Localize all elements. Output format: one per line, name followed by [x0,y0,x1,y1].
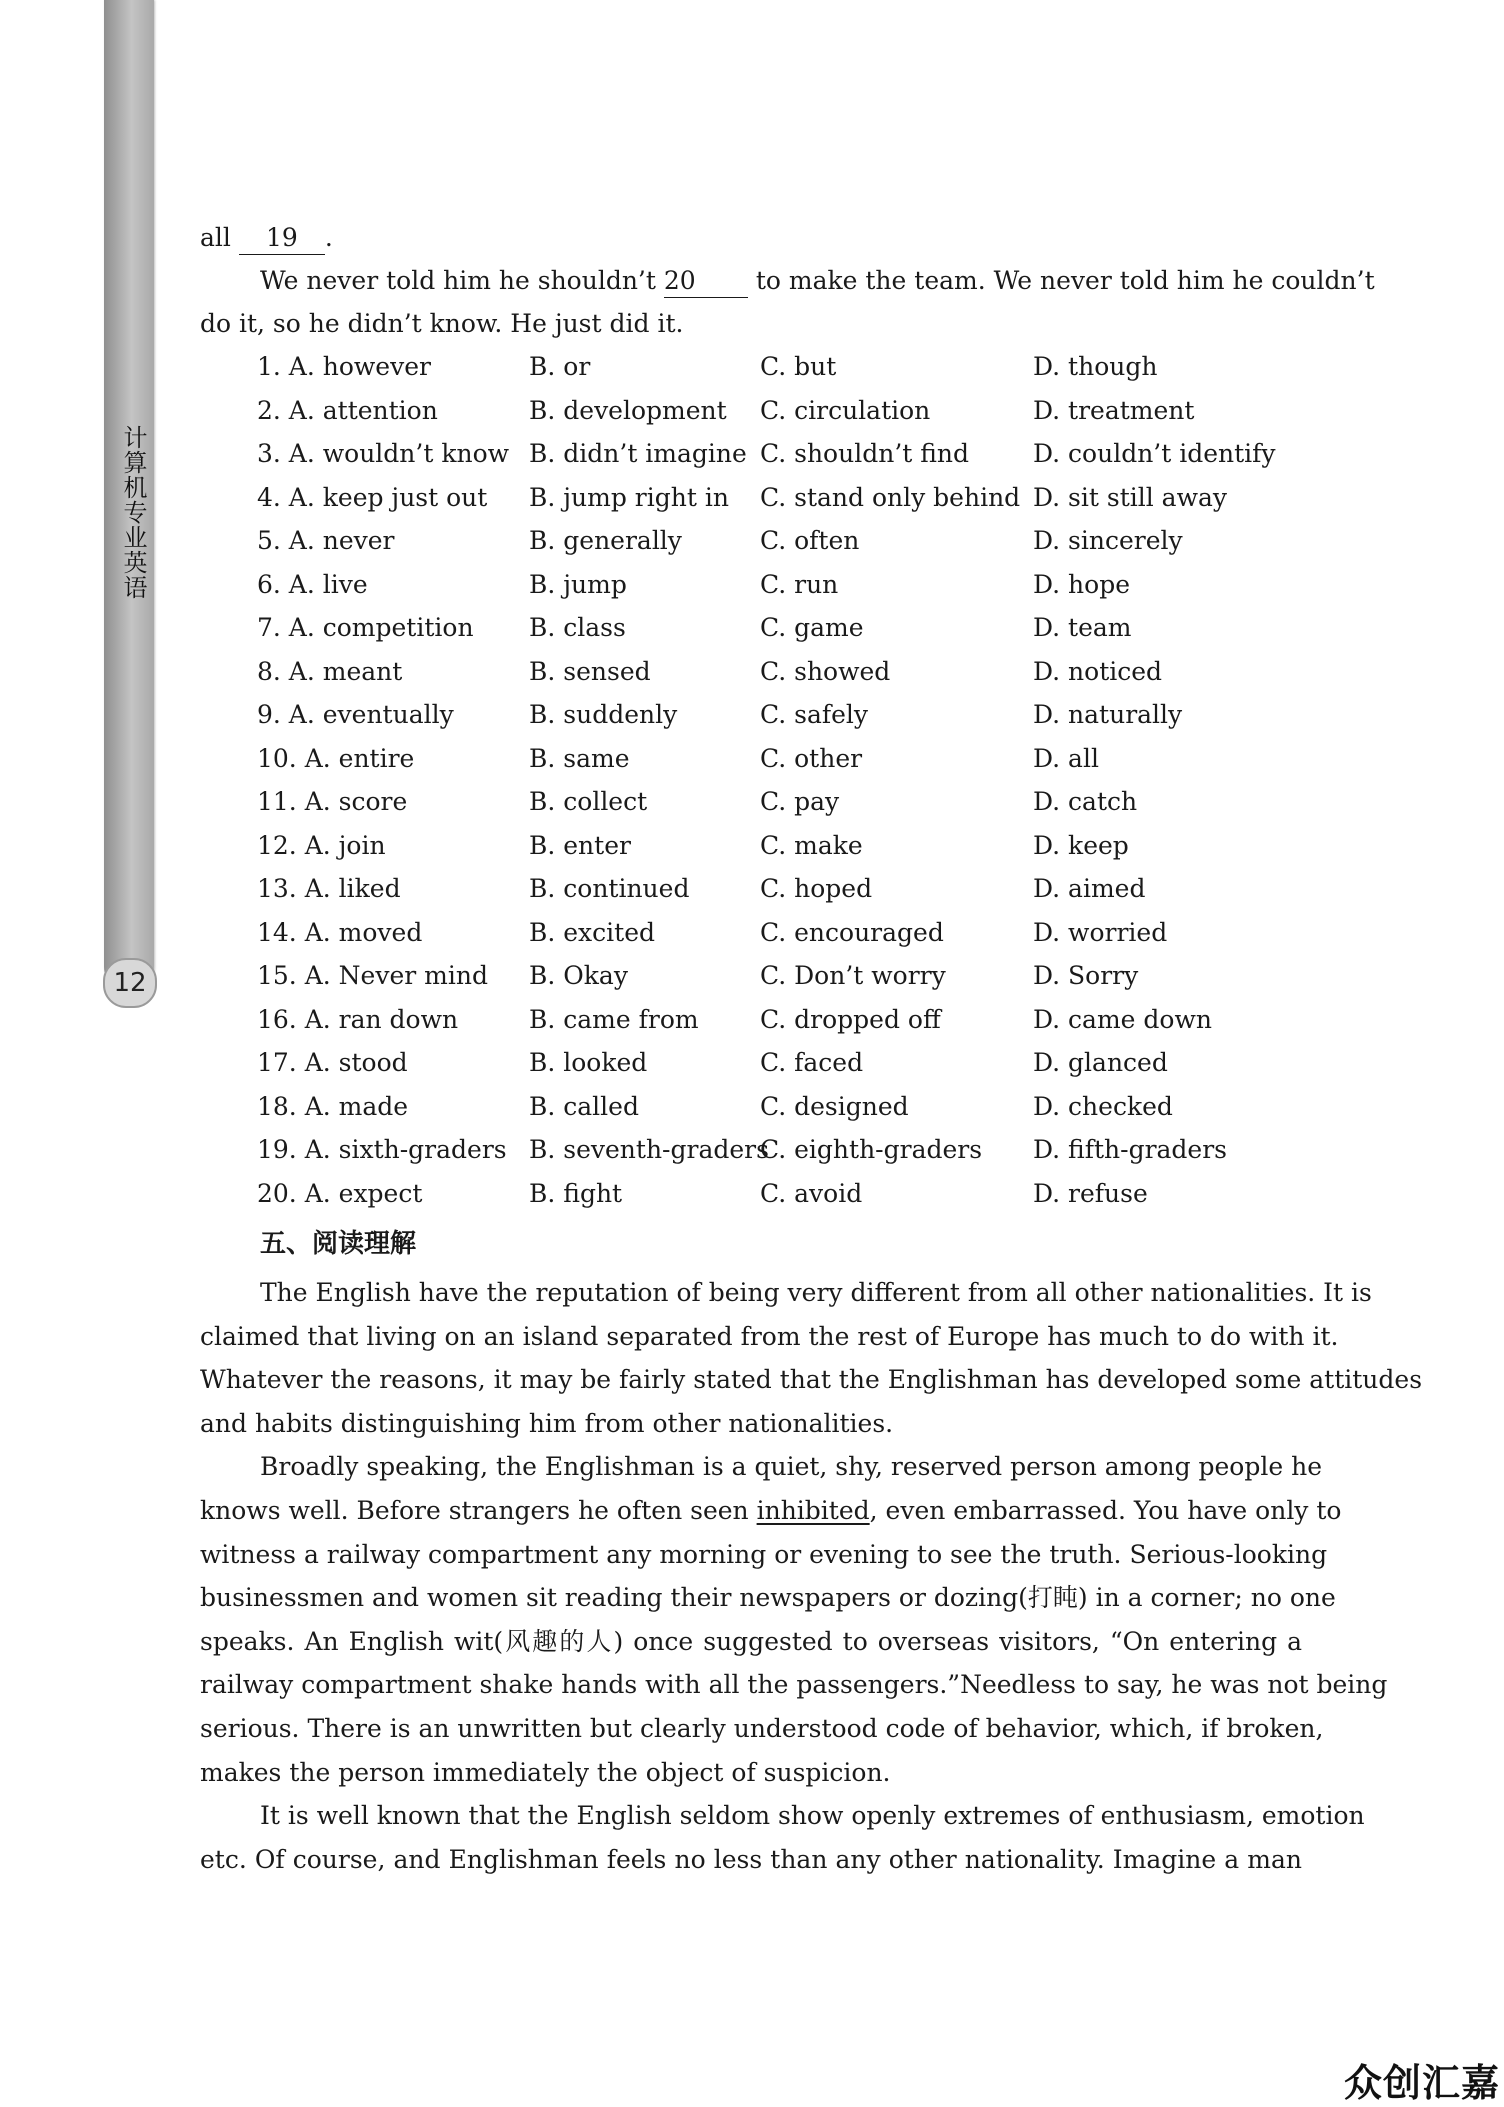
option-c: C. shouldn’t find [760,439,970,468]
option-c: C. make [760,830,863,860]
passage-line: serious. There is an unwritten but clearly understood code of behavior, which, if broken, [200,1714,1324,1743]
option-d: D. worried [1033,917,1168,947]
option-row [200,956,1302,996]
option-b: B. sensed [529,656,651,686]
option-c: C. dropped off [760,1004,941,1034]
option-row [200,478,1302,518]
option-b: B. jump right in [529,482,729,512]
option-c: C. circulation [760,395,931,425]
option-b: B. jump [529,569,627,599]
cloze-line-3: do it, so he didn’t know. He just did it. [200,309,684,338]
underlined-word: inhibited [756,1496,870,1525]
section-heading: 五、阅读理解 [260,1229,417,1259]
passage-line: It is well known that the English seldom show openly extremes of enthusiasm, emotion [260,1801,1365,1831]
option-d: D. noticed [1033,656,1163,686]
option-d: D. keep [1033,830,1129,860]
option-a: 20. A. expect [257,1178,423,1208]
option-a: 14. A. moved [257,917,423,947]
option-b: B. Okay [529,961,628,990]
option-d: D. couldn’t identify [1033,439,1276,468]
option-c: C. avoid [760,1178,863,1208]
option-d: D. sit still away [1033,482,1228,512]
option-row [200,391,1302,431]
option-b: B. called [529,1091,639,1121]
option-c: C. faced [760,1048,864,1077]
option-b: B. class [529,613,626,642]
option-a: 16. A. ran down [257,1004,459,1034]
passage-line: Whatever the reasons, it may be fairly stated that the Englishman has developed some attitudes [200,1365,1423,1395]
option-a: 12. A. join [257,830,386,860]
option-row [200,782,1302,822]
option-row [200,1043,1302,1083]
option-b: B. came from [529,1004,699,1034]
option-a: 5. A. never [257,526,395,555]
option-b: B. didn’t imagine [529,439,747,468]
option-a: 11. A. score [257,787,408,816]
option-row [200,739,1302,779]
passage-line: etc. Of course, and Englishman feels no less than any other nationality. Imagine a man [200,1844,1302,1874]
option-d: D. catch [1033,787,1138,816]
option-c: C. designed [760,1091,909,1121]
option-row [200,434,1302,474]
option-row [200,1174,1302,1214]
option-row [200,652,1302,692]
option-a: 9. A. eventually [257,700,454,729]
option-row [200,1130,1302,1170]
option-b: B. seventh-graders [529,1135,769,1164]
option-b: B. same [529,743,630,773]
option-c: C. other [760,743,863,773]
option-d: D. glanced [1033,1048,1168,1077]
option-a: 2. A. attention [257,395,438,425]
option-b: B. collect [529,787,648,816]
option-c: C. stand only behind [760,482,1021,512]
option-row [200,608,1302,648]
option-b: B. development [529,395,727,425]
option-d: D. treatment [1033,395,1195,425]
passage-line: railway compartment shake hands with all the passengers.”Needless to say, he was not being [200,1670,1388,1700]
option-b: B. fight [529,1178,623,1208]
option-a: 3. A. wouldn’t know [257,439,510,468]
option-d: D. team [1033,613,1132,642]
blank-20: 20 [664,265,748,298]
option-a: 10. A. entire [257,743,415,773]
option-b: B. looked [529,1048,648,1077]
option-d: D. hope [1033,569,1130,599]
passage-line: witness a railway compartment any morning or evening to see the truth. Serious-looking [200,1539,1328,1569]
page-number: 12 [103,958,157,1008]
option-b: B. enter [529,830,631,860]
option-c: C. safely [760,700,869,729]
option-b: B. excited [529,917,656,947]
option-row [200,1000,1302,1040]
option-d: D. though [1033,352,1158,381]
page-content [200,0,1423,2094]
option-d: D. aimed [1033,874,1146,903]
cloze-line-1: all 19 . [200,218,1302,258]
blank-19: 19 [239,222,325,255]
watermark-logo: 众创汇嘉 [1344,2061,1501,2105]
option-row [200,347,1302,387]
option-d: D. naturally [1033,700,1183,729]
option-b: B. or [529,352,591,381]
option-d: D. all [1033,743,1099,773]
option-row [200,869,1302,909]
option-c: C. Don’t worry [760,961,946,990]
option-c: C. game [760,613,864,642]
option-c: C. pay [760,787,840,816]
option-a: 18. A. made [257,1091,409,1121]
option-b: B. generally [529,526,682,555]
option-a: 7. A. competition [257,613,474,642]
option-d: D. came down [1033,1004,1212,1034]
option-a: 1. A. however [257,352,431,381]
option-d: D. fifth-graders [1033,1135,1228,1164]
passage-line: claimed that living on an island separated from the rest of Europe has much to do with it. [200,1321,1339,1351]
option-c: C. eighth-graders [760,1135,983,1164]
option-d: D. Sorry [1033,961,1139,990]
option-c: C. showed [760,656,891,686]
option-row [200,1087,1302,1127]
passage-line: speaks. An English wit(风趣的人) once suggested to overseas visitors, “On entering a [200,1626,1302,1656]
option-a: 13. A. liked [257,874,401,903]
option-row [200,695,1302,735]
passage-line: businessmen and women sit reading their newspapers or dozing(打盹) in a corner; no one [200,1583,1336,1613]
option-b: B. continued [529,874,690,903]
book-title: 计算机专业英语 [119,425,147,600]
option-d: D. refuse [1033,1178,1148,1208]
option-c: C. encouraged [760,917,944,947]
option-b: B. suddenly [529,700,678,729]
passage-line: The English have the reputation of being very different from all other nationalities. It is [260,1278,1372,1307]
passage-line: makes the person immediately the object of suspicion. [200,1757,891,1787]
option-c: C. often [760,526,860,555]
option-row [200,913,1302,953]
option-d: D. sincerely [1033,526,1183,555]
option-a: 15. A. Never mind [257,961,488,990]
passage-line: and habits distinguishing him from other nationalities. [200,1408,894,1438]
option-a: 19. A. sixth-graders [257,1135,507,1164]
option-row [200,521,1302,561]
option-a: 17. A. stood [257,1048,408,1077]
cloze-line-2: We never told him he shouldn’t 20 to make the team. We never told him he couldn’t [200,261,1302,301]
option-c: C. but [760,352,837,381]
option-a: 4. A. keep just out [257,482,488,512]
option-row [200,826,1302,866]
option-a: 8. A. meant [257,656,403,686]
option-c: C. run [760,569,839,599]
passage-line: knows well. Before strangers he often seen inhibited, even embarrassed. You have only to [200,1496,1342,1525]
option-row [200,565,1302,605]
option-a: 6. A. live [257,569,368,599]
option-c: C. hoped [760,874,873,903]
option-d: D. checked [1033,1091,1173,1121]
passage-line: Broadly speaking, the Englishman is a quiet, shy, reserved person among people he [260,1452,1322,1482]
